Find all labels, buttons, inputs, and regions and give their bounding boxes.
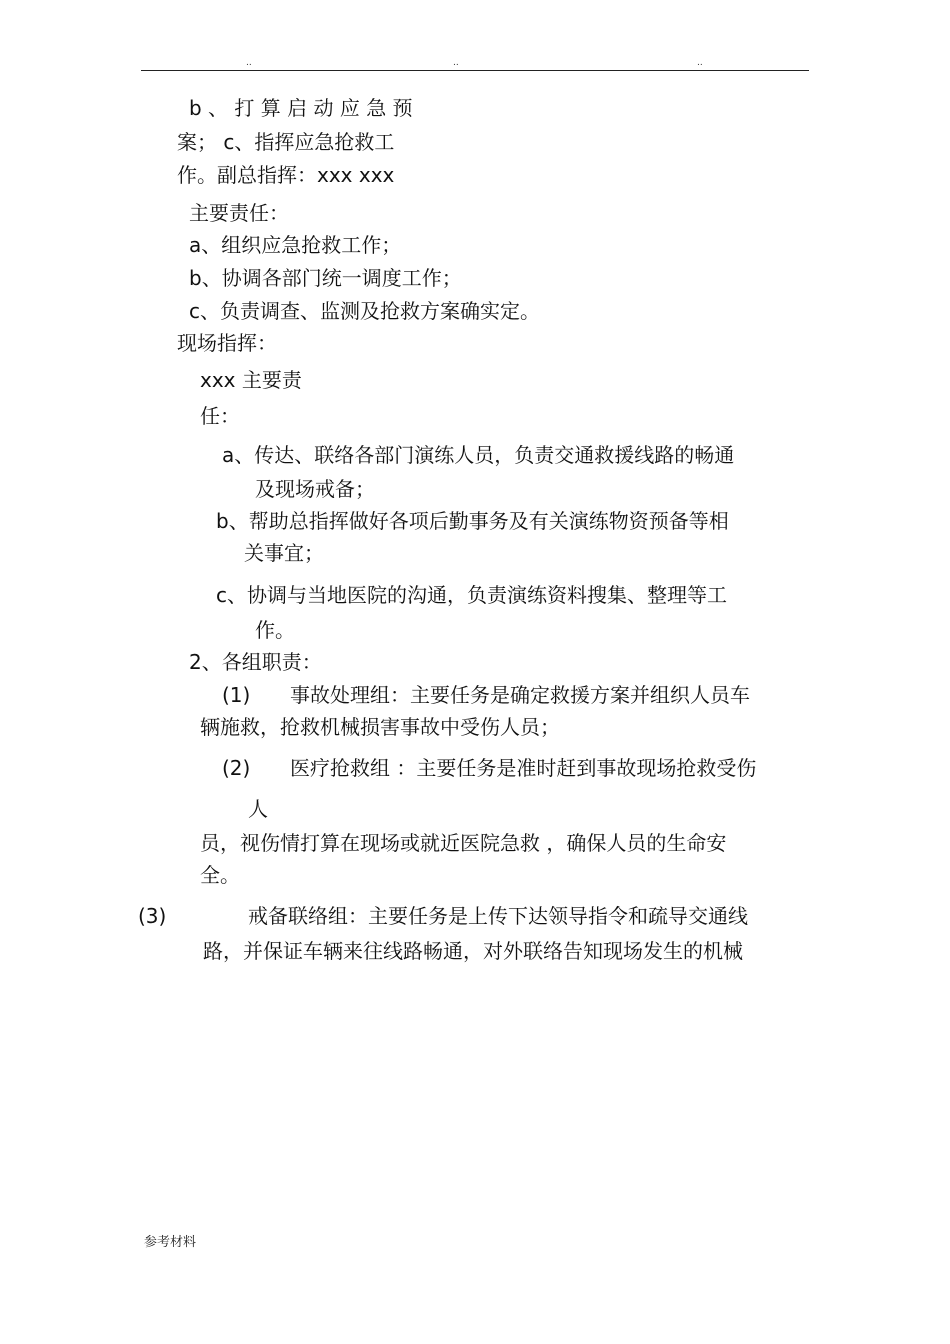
text-line: 作。副总指挥：xxx xxx	[177, 163, 395, 187]
text-line: 医疗抢救组 ：主要任务是准时赶到事故现场抢救受伤	[290, 756, 757, 780]
text-line: 及现场戒备；	[255, 477, 375, 501]
text-line: xxx 主要责	[200, 368, 302, 392]
text-line: 任：	[200, 404, 240, 428]
text-line: c、负责调查、监测及抢救方案确实定。	[189, 299, 540, 323]
text-line: 戒备联络组：主要任务是上传下达领导指令和疏导交通线	[248, 904, 748, 928]
text-line: 案； c、指挥应急抢救工	[177, 130, 395, 154]
text-line: 主要责任：	[189, 201, 289, 225]
text-line: c、协调与当地医院的沟通，负责演练资料搜集、整理等工	[216, 583, 727, 607]
text-line: 关事宜；	[244, 541, 324, 565]
list-number: (3)	[138, 904, 167, 928]
text-line: 作。	[255, 618, 295, 642]
page-footer: 参考材料	[144, 1235, 197, 1250]
header-rule	[141, 70, 809, 71]
list-number: (1)	[222, 683, 251, 707]
text-line: 现场指挥：	[177, 331, 277, 355]
text-line: 事故处理组：主要任务是确定救援方案并组织人员车	[290, 683, 750, 707]
header-mark-left: ..	[246, 58, 252, 68]
text-line: 员，视伤情打算在现场或就近医院急救 ，确保人员的生命安	[200, 831, 727, 855]
list-number: (2)	[222, 756, 251, 780]
text-line: a、传达、联络各部门演练人员，负责交通救援线路的畅通	[222, 443, 735, 467]
text-line: b、帮助总指挥做好各项后勤事务及有关演练物资预备等相	[216, 509, 729, 533]
text-line: 2、各组职责：	[189, 650, 322, 674]
text-line: b 、 打 算 启 动 应 急 预	[189, 96, 413, 120]
text-line: 路，并保证车辆来往线路畅通，对外联络告知现场发生的机械	[203, 939, 743, 963]
text-line: 人	[248, 797, 268, 821]
text-line: b、协调各部门统一调度工作；	[189, 266, 462, 290]
header-mark-center: ..	[453, 58, 459, 68]
text-line: 辆施救，抢救机械损害事故中受伤人员；	[200, 715, 560, 739]
text-line: a、组织应急抢救工作；	[189, 233, 402, 257]
text-line: 全。	[200, 863, 240, 887]
header-mark-right: ..	[697, 58, 703, 68]
